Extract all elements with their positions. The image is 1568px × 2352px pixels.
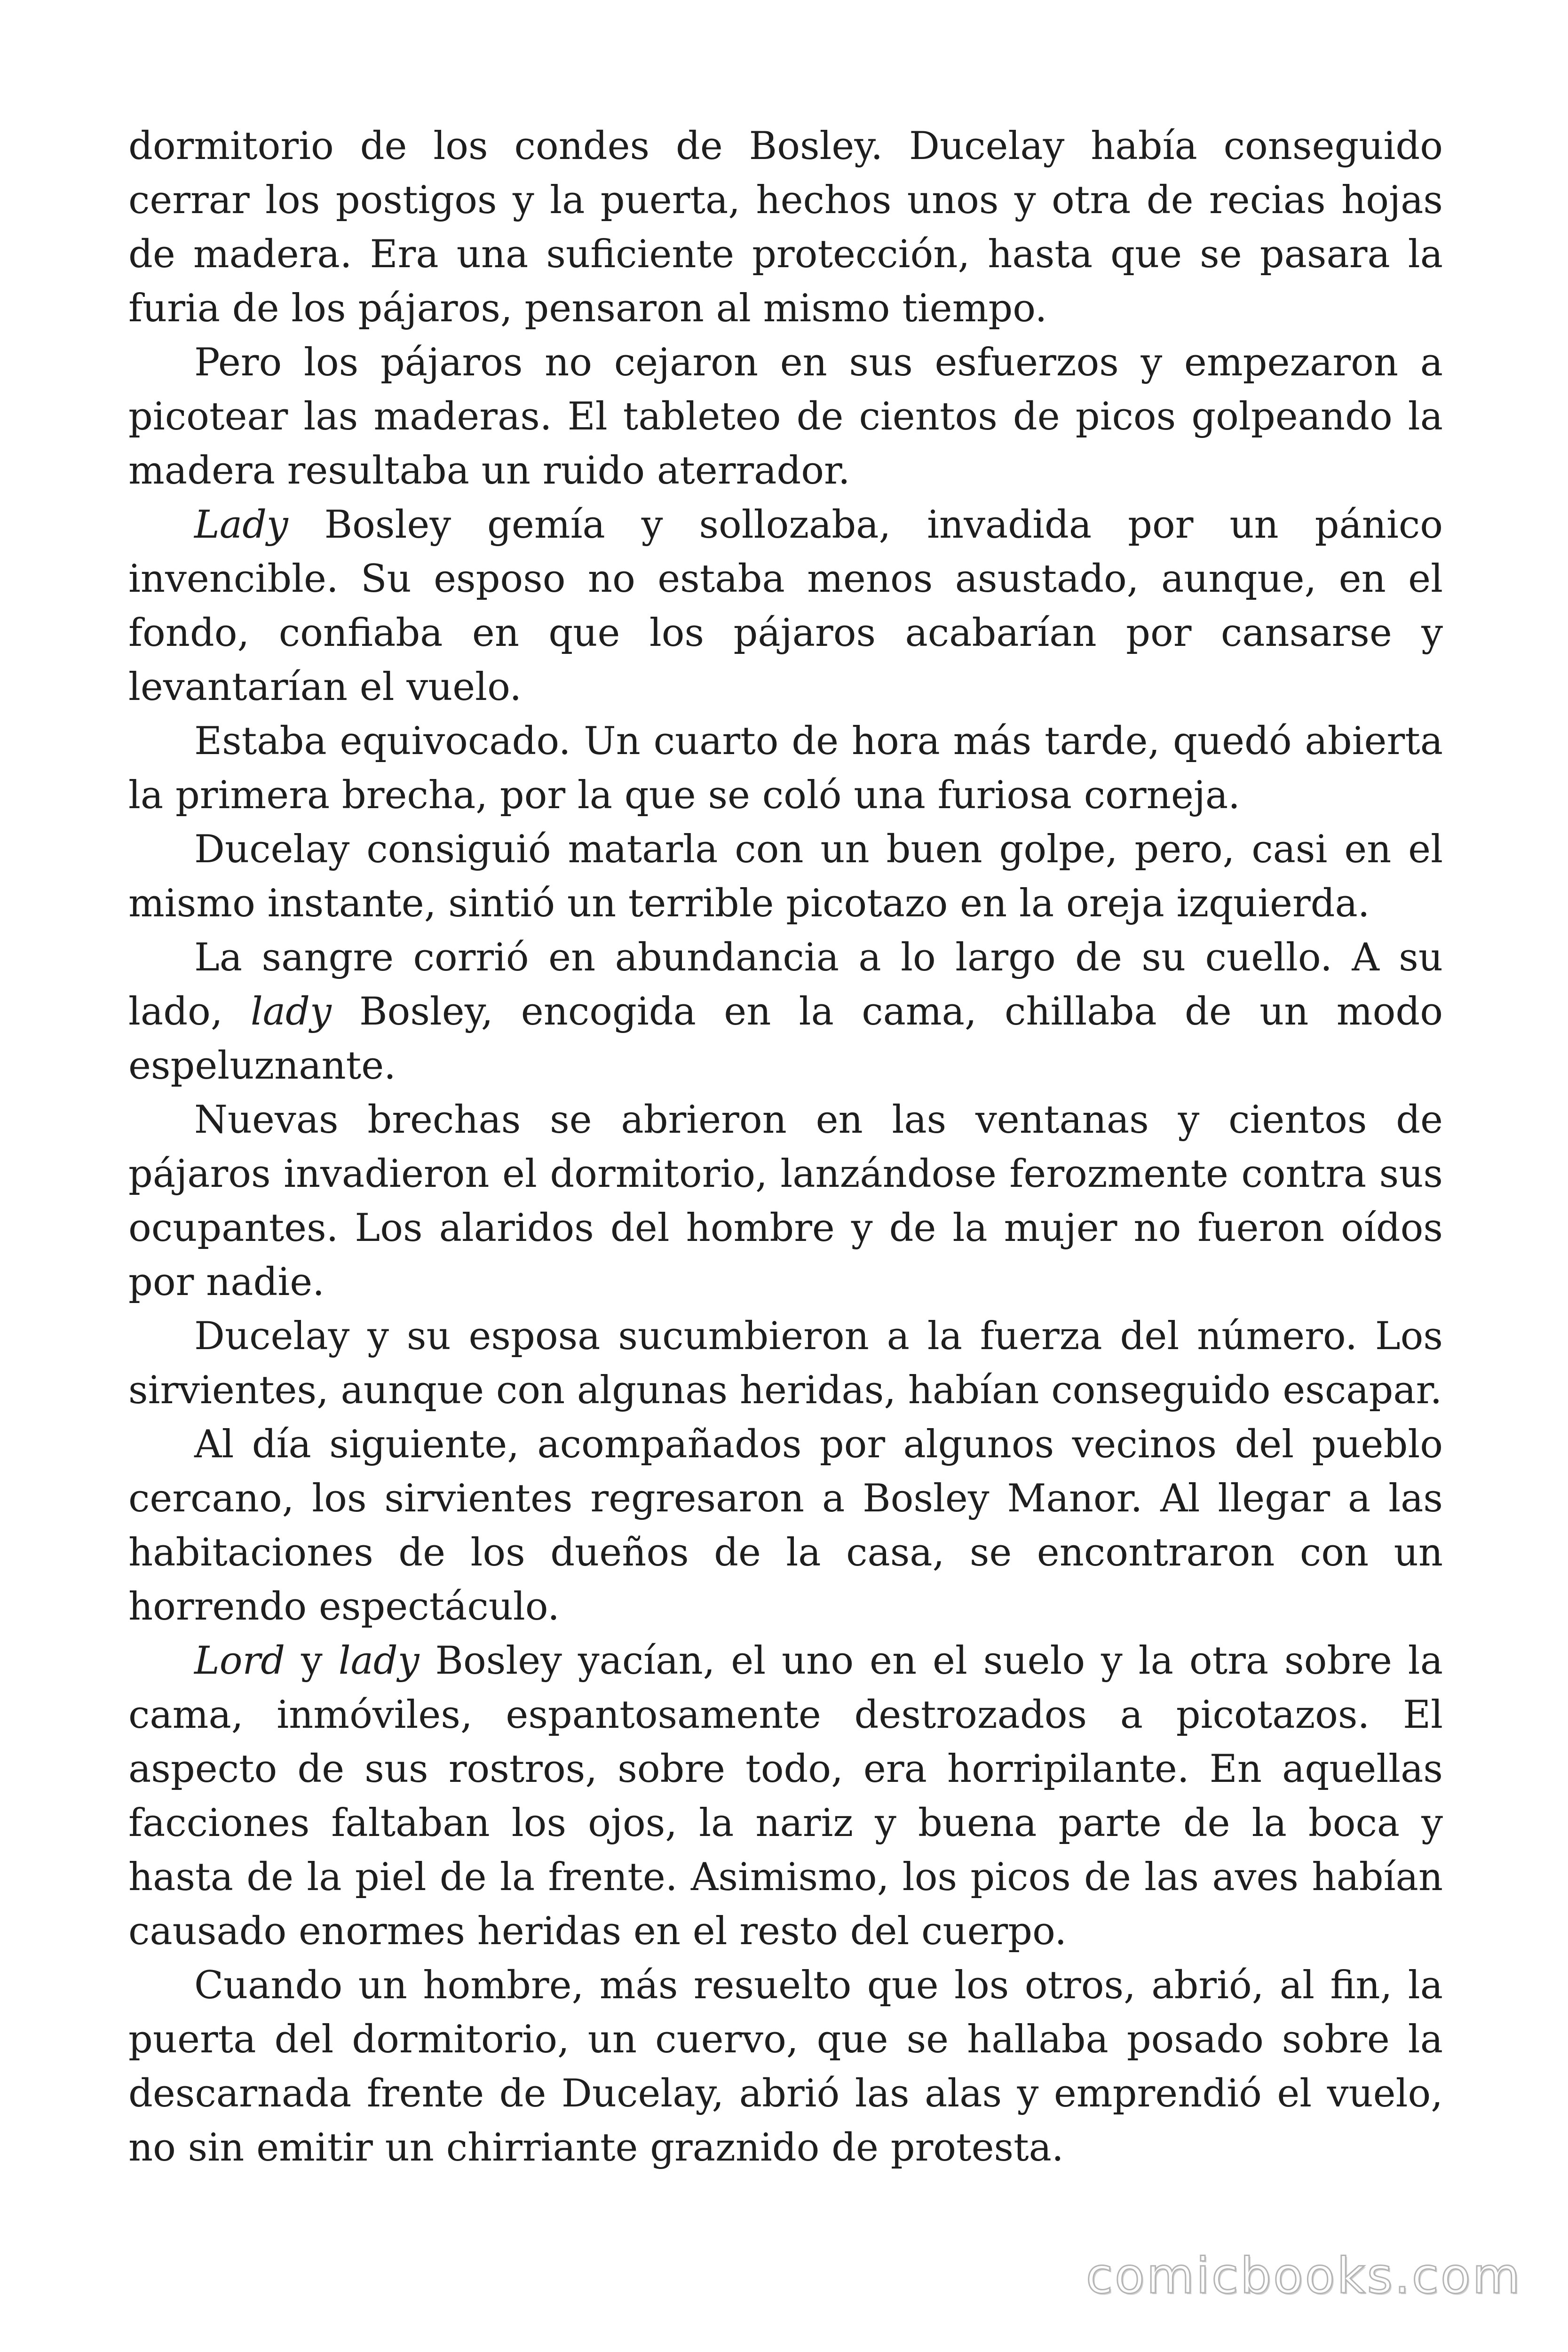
paragraph [128, 1418, 1443, 1634]
text-run: y [285, 1639, 339, 1683]
paragraph [128, 1093, 1443, 1310]
paragraph [128, 1634, 1443, 1959]
paragraph [128, 1959, 1443, 2175]
paragraph [128, 336, 1443, 498]
paragraph [128, 823, 1443, 931]
watermark: comicbooks.com [1085, 2247, 1522, 2304]
text-run: dormitorio de los condes de Bosley. Ducelay había conseguido cerrar los postigos y la puerta, hechos unos y otra de recias hojas de madera. Era una suficiente protección, hasta que se pasara la furia de los pájaros, pensaron al mismo tiempo. [128, 124, 1443, 331]
italic-text-run: Lord [194, 1639, 285, 1683]
text-run: Al día siguiente, acompañados por algunos vecinos del pueblo cercano, los sirvientes regresaron a Bosley Manor. Al llegar a las habitaciones de los dueños de la casa, se encontraron con un horrendo espectáculo. [128, 1422, 1443, 1629]
paragraph [128, 498, 1443, 715]
text-run: Bosley, encogida en la cama, chillaba de un modo espeluznante. [128, 990, 1443, 1088]
italic-text-run: Lady [194, 503, 288, 547]
text-run: Ducelay consiguió matarla con un buen golpe, pero, casi en el mismo instante, sintió un terrible picotazo en la oreja izquierda. [128, 827, 1443, 926]
text-run: La sangre corrió en abundancia a lo largo de su cuello. A su lado, [128, 936, 1443, 1034]
paragraph [128, 119, 1443, 336]
italic-text-run: lady [250, 990, 332, 1034]
text-run: Ducelay y su esposa sucumbieron a la fuerza del número. Los sirvientes, aunque con algunas heridas, habían conseguido escapar. [128, 1314, 1443, 1413]
text-run: Pero los pájaros no cejaron en sus esfuerzos y empezaron a picotear las maderas. El tableteo de cientos de picos golpeando la madera resultaba un ruido aterrador. [128, 341, 1443, 493]
paragraph [128, 1310, 1443, 1418]
paragraph [128, 715, 1443, 823]
text-run: Bosley yacían, el uno en el suelo y la otra sobre la cama, inmóviles, espantosamente destrozados a picotazos. El aspecto de sus rostros, sobre todo, era horripilante. En aquellas facciones faltaban los ojos, la nariz y buena parte de la boca y hasta de la piel de la frente. Asimismo, los picos de las aves habían causado enormes heridas en el resto del cuerpo. [128, 1639, 1443, 1954]
text-run: Bosley gemía y sollozaba, invadida por un pánico invencible. Su esposo no estaba menos asustado, aunque, en el fondo, confiaba en que los pájaros acabarían por cansarse y levantarían el vuelo. [128, 503, 1443, 709]
text-run: Nuevas brechas se abrieron en las ventanas y cientos de pájaros invadieron el dormitorio, lanzándose ferozmente contra sus ocupantes. Los alaridos del hombre y de la mujer no fueron oídos por nadie. [128, 1098, 1443, 1304]
text-run: Estaba equivocado. Un cuarto de hora más tarde, quedó abierta la primera brecha, por la que se coló una furiosa corneja. [128, 719, 1443, 818]
text-run: Cuando un hombre, más resuelto que los otros, abrió, al fin, la puerta del dormitorio, un cuervo, que se hallaba posado sobre la descarnada frente de Ducelay, abrió las alas y emprendió el vuelo, no sin emitir un chirriante graznido de protesta. [128, 1963, 1443, 2170]
italic-text-run: lady [338, 1639, 420, 1683]
page-text [128, 119, 1443, 2175]
paragraph [128, 931, 1443, 1093]
